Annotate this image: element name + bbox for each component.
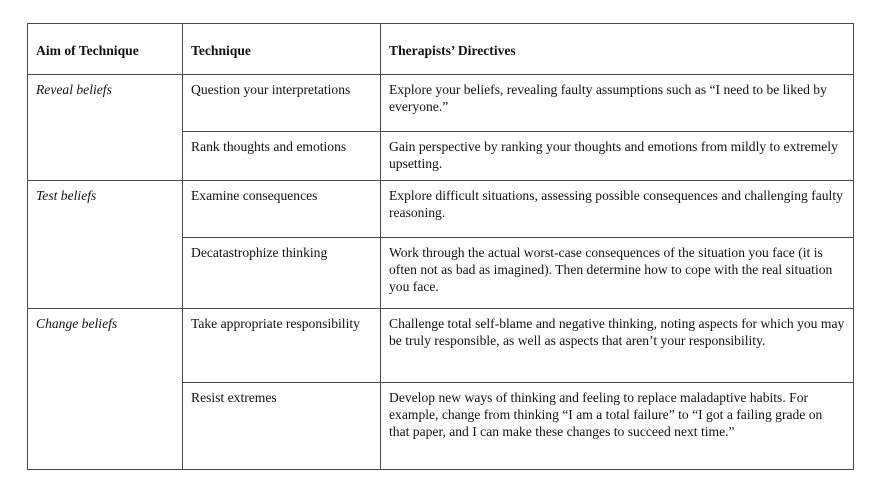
directive-cell: Develop new ways of thinking and feeling to replace maladaptive habits. For example, change from thinking “I am a total failure” to “I got a failing grade on that paper, and I can make these changes to succeed next time.” (381, 383, 854, 470)
directive-cell: Explore your beliefs, revealing faulty assumptions such as “I need to be liked by everyone.” (381, 75, 854, 132)
aim-cell-test-beliefs: Test beliefs (28, 181, 183, 309)
table-row (28, 75, 854, 132)
header-directives: Therapists’ Directives (381, 24, 854, 75)
technique-cell: Decatastrophize thinking (183, 238, 381, 309)
directive-cell: Challenge total self-blame and negative thinking, noting aspects for which you may be truly responsible, as well as aspects that aren’t your responsibility. (381, 309, 854, 383)
technique-cell: Rank thoughts and emotions (183, 132, 381, 181)
aim-cell-reveal-beliefs: Reveal beliefs (28, 75, 183, 181)
aim-cell-change-beliefs: Change beliefs (28, 309, 183, 470)
directive-cell: Explore difficult situations, assessing possible consequences and challenging faulty reasoning. (381, 181, 854, 238)
table-row (28, 309, 854, 383)
technique-cell: Take appropriate responsibility (183, 309, 381, 383)
directive-cell: Work through the actual worst-case consequences of the situation you face (it is often not as bad as imagined). Then determine how to cope with the real situation you face. (381, 238, 854, 309)
header-aim: Aim of Technique (28, 24, 183, 75)
header-technique: Technique (183, 24, 381, 75)
directive-cell: Gain perspective by ranking your thoughts and emotions from mildly to extremely upsetting. (381, 132, 854, 181)
technique-cell: Resist extremes (183, 383, 381, 470)
header-row (28, 24, 854, 75)
techniques-table (27, 23, 854, 470)
technique-cell: Question your interpretations (183, 75, 381, 132)
table-row (28, 181, 854, 238)
technique-cell: Examine consequences (183, 181, 381, 238)
